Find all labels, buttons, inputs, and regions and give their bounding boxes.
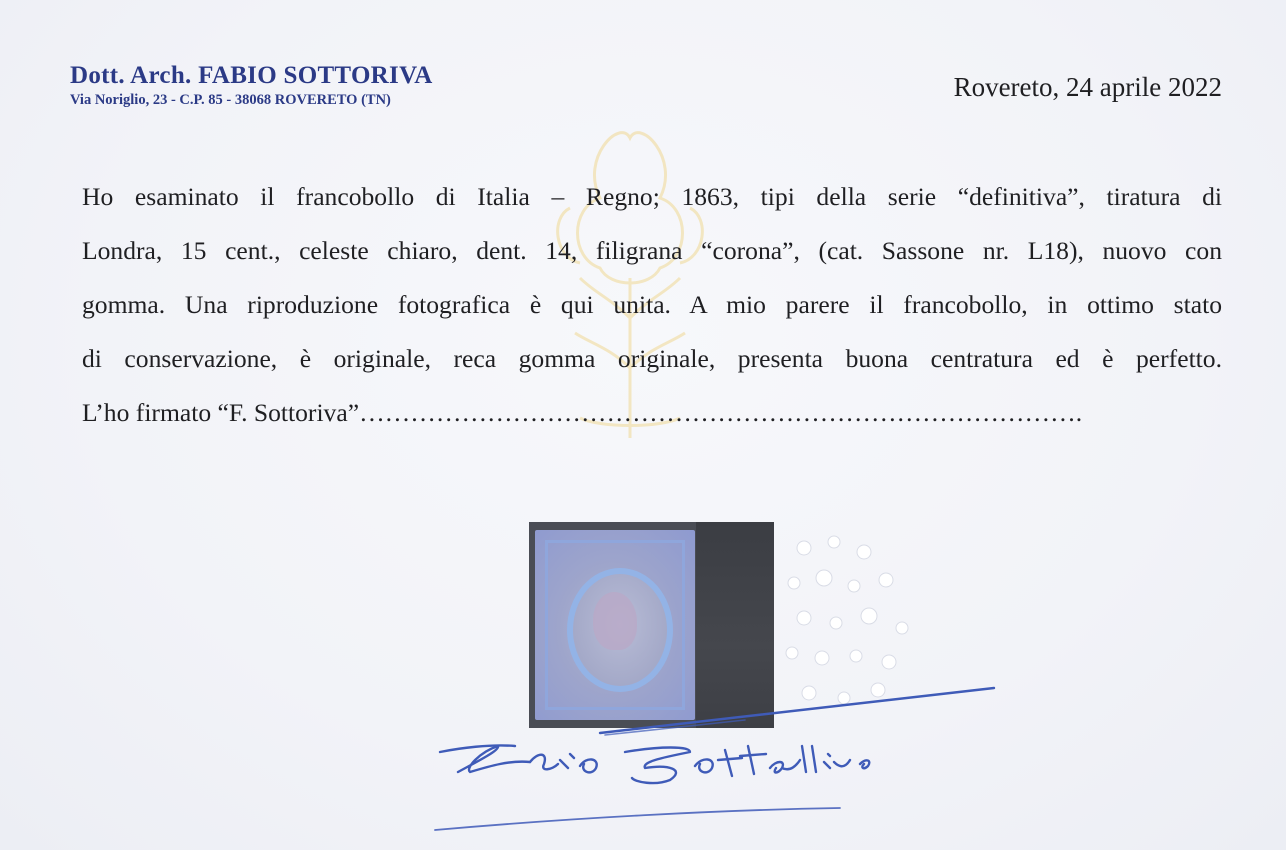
body-line: L’ho firmato “F. Sottoriva”…………………………………………………………………………. <box>82 398 1083 427</box>
letterhead-address: Via Noriglio, 23 - C.P. 85 - 38068 ROVERETO (TN) <box>70 92 391 108</box>
body-line: gomma. Una riproduzione fotografica è qui unita. A mio parere il francobollo, in ottimo stato <box>82 290 1222 319</box>
certificate-date: Rovereto, 24 aprile 2022 <box>953 72 1222 102</box>
certificate-body <box>82 170 1222 440</box>
body-line: di conservazione, è originale, reca gomma originale, presenta buona centratura ed è perfetto. <box>82 344 1222 373</box>
body-line: Ho esaminato il francobollo di Italia – Regno; 1863, tipi della serie “definitiva”, tiratura di <box>82 182 1222 211</box>
letterhead-name: Dott. Arch. FABIO SOTTORIVA <box>70 62 433 89</box>
letterhead <box>70 62 433 109</box>
handwritten-signature <box>420 680 1020 850</box>
stamp-portrait <box>593 592 637 650</box>
body-line: Londra, 15 cent., celeste chiaro, dent. 14, filigrana “corona”, (cat. Sassone nr. L18), nuovo con <box>82 236 1222 265</box>
